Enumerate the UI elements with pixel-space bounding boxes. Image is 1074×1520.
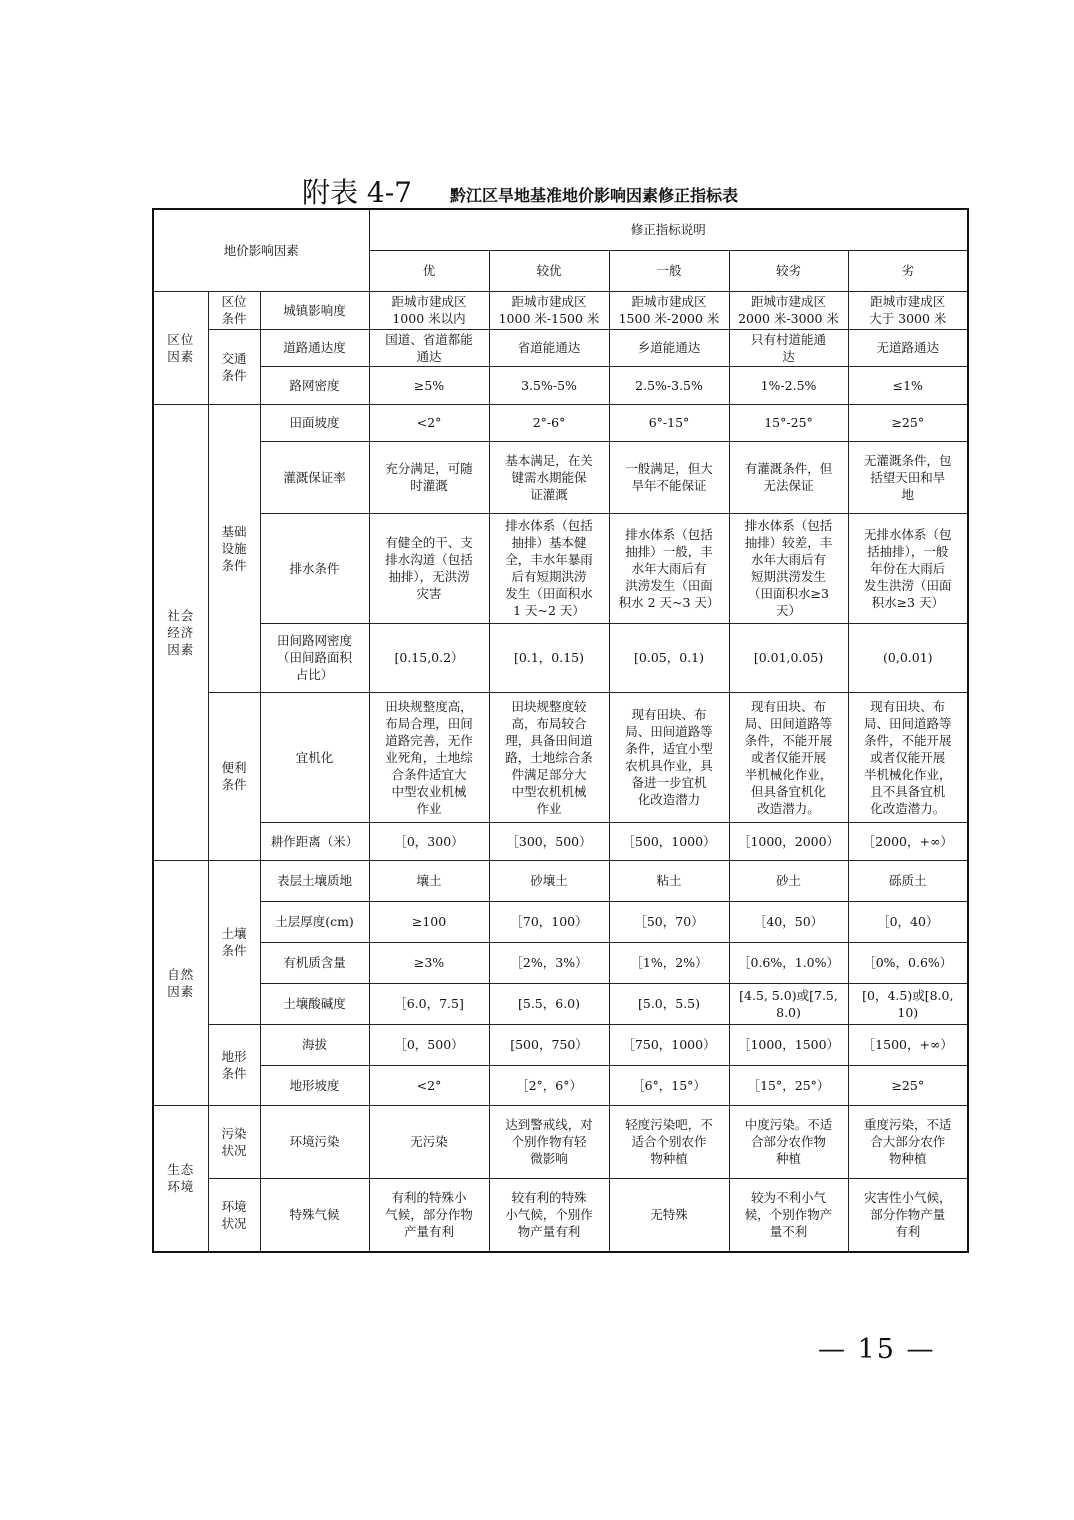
table-row xyxy=(153,329,968,366)
table-cell: ［1500，+∞） xyxy=(848,1024,968,1065)
factor-name: 海拔 xyxy=(260,1024,369,1065)
table-row xyxy=(153,860,968,901)
table-cell: 只有村道能通 达 xyxy=(729,329,848,366)
table-cell: 无特殊 xyxy=(609,1178,729,1252)
table-cell: 无污染 xyxy=(369,1105,489,1178)
table-cell: 距城市建成区 大于 3000 米 xyxy=(848,291,968,329)
subcategory-terrain: 地形 条件 xyxy=(208,1024,260,1105)
factor-name: 土壤酸碱度 xyxy=(260,983,369,1024)
table-cell: 灾害性小气候， 部分作物产量 有利 xyxy=(848,1178,968,1252)
table-cell: 15°-25° xyxy=(729,404,848,441)
table-row xyxy=(153,1105,968,1178)
category-location: 区位 因素 xyxy=(153,291,208,404)
grade-label: 优 xyxy=(369,250,489,291)
factor-name: 地形坡度 xyxy=(260,1065,369,1105)
table-cell: ［2°，6°） xyxy=(489,1065,609,1105)
table-cell: 充分满足，可随 时灌溉 xyxy=(369,441,489,513)
table-cell: [5.5，6.0) xyxy=(489,983,609,1024)
table-title xyxy=(302,176,822,210)
category-natural: 自然 因素 xyxy=(153,860,208,1105)
table-cell: 较有利的特殊 小气候，个别作 物产量有利 xyxy=(489,1178,609,1252)
table-cell: 1%-2.5% xyxy=(729,366,848,404)
subcategory-traffic: 交通 条件 xyxy=(208,329,260,404)
factor-name: 土层厚度(cm) xyxy=(260,901,369,942)
factor-name: 田面坡度 xyxy=(260,404,369,441)
table-cell: 一般满足，但大 旱年不能保证 xyxy=(609,441,729,513)
factor-name: 环境污染 xyxy=(260,1105,369,1178)
table-cell: <2° xyxy=(369,404,489,441)
factor-name: 排水条件 xyxy=(260,513,369,623)
table-cell: 距城市建成区 1000 米以内 xyxy=(369,291,489,329)
title-sub: 黔江区旱地基准地价影响因素修正指标表 xyxy=(450,186,739,205)
table-cell: 田块规整度高， 布局合理，田间 道路完善，无作 业死角，土地综 合条件适宜大 中型农业机械 作业 xyxy=(369,692,489,822)
table-cell: ≥25° xyxy=(848,1065,968,1105)
subcategory-convenience: 便利 条件 xyxy=(208,692,260,860)
table-row xyxy=(153,366,968,404)
grade-label: 较优 xyxy=(489,250,609,291)
table-cell: 有利的特殊小 气候，部分作物 产量有利 xyxy=(369,1178,489,1252)
table-cell: ≥5% xyxy=(369,366,489,404)
table-cell: ［40，50） xyxy=(729,901,848,942)
factor-name: 道路通达度 xyxy=(260,329,369,366)
table-cell: 排水体系（包括 抽排）一般，丰 水年大雨后有 洪涝发生（田面 积水 2 天~3 天） xyxy=(609,513,729,623)
table-cell: ≥100 xyxy=(369,901,489,942)
table-cell: 距城市建成区 1000 米-1500 米 xyxy=(489,291,609,329)
table-cell: 排水体系（包括 抽排）较差，丰 水年大雨后有 短期洪涝发生 （田面积水≥3 天） xyxy=(729,513,848,623)
table-cell: 2°-6° xyxy=(489,404,609,441)
table-cell: 6°-15° xyxy=(609,404,729,441)
table-cell: 砾质土 xyxy=(848,860,968,901)
factor-name: 城镇影响度 xyxy=(260,291,369,329)
table-cell: 砂土 xyxy=(729,860,848,901)
table-cell: 排水体系（包括 抽排）基本健 全，丰水年暴雨 后有短期洪涝 发生（田面积水 1 天~2 天） xyxy=(489,513,609,623)
table-cell: 无排水体系（包 括抽排），一般 年份在大雨后 发生洪涝（田面 积水≥3 天） xyxy=(848,513,968,623)
table-cell: ≥25° xyxy=(848,404,968,441)
table-cell: [0.05，0.1) xyxy=(609,623,729,692)
table-cell: ≤1% xyxy=(848,366,968,404)
factor-table xyxy=(152,208,969,1253)
table-cell: 3.5%-5% xyxy=(489,366,609,404)
table-cell: 粘土 xyxy=(609,860,729,901)
table-cell: 距城市建成区 2000 米-3000 米 xyxy=(729,291,848,329)
table-cell: 2.5%-3.5% xyxy=(609,366,729,404)
table-row xyxy=(153,822,968,860)
table-cell: 距城市建成区 1500 米-2000 米 xyxy=(609,291,729,329)
table-cell: 国道、省道都能 通达 xyxy=(369,329,489,366)
table-cell: 现有田块、布 局、田间道路等 条件，不能开展 或者仅能开展 半机械化作业， 但具备宜机化 改造潜力。 xyxy=(729,692,848,822)
table-row xyxy=(153,513,968,623)
factor-name: 灌溉保证率 xyxy=(260,441,369,513)
table-cell: 现有田块、布 局、田间道路等 条件，适宜小型 农机具作业，具 备进一步宜机 化改造潜力 xyxy=(609,692,729,822)
factor-name: 特殊气候 xyxy=(260,1178,369,1252)
table-cell: 省道能通达 xyxy=(489,329,609,366)
subcategory-pollution: 污染 状况 xyxy=(208,1105,260,1178)
table-cell: [4.5, 5.0)或[7.5, 8.0) xyxy=(729,983,848,1024)
table-cell: [0.1，0.15) xyxy=(489,623,609,692)
table-cell: ［0.6%，1.0%） xyxy=(729,942,848,983)
table-row xyxy=(153,692,968,822)
table-row xyxy=(153,1065,968,1105)
subcategory-location: 区位 条件 xyxy=(208,291,260,329)
table-cell: ≥3% xyxy=(369,942,489,983)
table-row xyxy=(153,404,968,441)
factor-name: 耕作距离（米） xyxy=(260,822,369,860)
table-cell: <2° xyxy=(369,1065,489,1105)
table-cell: 中度污染。不适 合部分农作物 种植 xyxy=(729,1105,848,1178)
table-cell: ［2%，3%） xyxy=(489,942,609,983)
table-cell: 乡道能通达 xyxy=(609,329,729,366)
table-cell: ［0，40） xyxy=(848,901,968,942)
header-description: 修正指标说明 xyxy=(369,209,968,250)
grade-label: 一般 xyxy=(609,250,729,291)
table-cell: ［1000，1500） xyxy=(729,1024,848,1065)
table-cell: ［500，1000） xyxy=(609,822,729,860)
table-row xyxy=(153,1024,968,1065)
category-ecology: 生态 环境 xyxy=(153,1105,208,1252)
table-cell: 砂壤土 xyxy=(489,860,609,901)
table-row xyxy=(153,901,968,942)
table-cell: 现有田块、布 局、田间道路等 条件，不能开展 或者仅能开展 半机械化作业， 且不具备宜机 化改造潜力。 xyxy=(848,692,968,822)
category-socio-economic: 社会 经济 因素 xyxy=(153,404,208,860)
table-cell: ［2000，+∞） xyxy=(848,822,968,860)
table-cell: 无灌溉条件，包 括望天田和旱 地 xyxy=(848,441,968,513)
table-cell: 田块规整度较 高，布局较合 理，具备田间道 路，土地综合条 件满足部分大 中型农机机械 作业 xyxy=(489,692,609,822)
table-cell: ［750，1000） xyxy=(609,1024,729,1065)
table-row xyxy=(153,623,968,692)
table-cell: 轻度污染吧，不 适合个别农作 物种植 xyxy=(609,1105,729,1178)
title-main: 附表 4-7 xyxy=(302,176,412,209)
factor-name: 田间路网密度 （田间路面积 占比） xyxy=(260,623,369,692)
subcategory-soil: 土壤 条件 xyxy=(208,860,260,1024)
header-factor: 地价影响因素 xyxy=(153,209,369,291)
table-cell: ［1000，2000） xyxy=(729,822,848,860)
table-cell: 有灌溉条件，但 无法保证 xyxy=(729,441,848,513)
table-row xyxy=(153,983,968,1024)
table-cell: ［6°，15°） xyxy=(609,1065,729,1105)
table-cell: ［6.0，7.5] xyxy=(369,983,489,1024)
table-cell: ［70，100） xyxy=(489,901,609,942)
subcategory-environment: 环境 状况 xyxy=(208,1178,260,1252)
page-number: — 15 — xyxy=(818,1334,936,1365)
factor-name: 路网密度 xyxy=(260,366,369,404)
table-cell: ［300，500） xyxy=(489,822,609,860)
table-row xyxy=(153,942,968,983)
table-cell: 有健全的干、支 排水沟道（包括 抽排），无洪涝 灾害 xyxy=(369,513,489,623)
table-cell: 重度污染，不适 合大部分农作 物种植 xyxy=(848,1105,968,1178)
table-cell: ［50，70） xyxy=(609,901,729,942)
factor-name: 有机质含量 xyxy=(260,942,369,983)
table-cell: [0.15,0.2） xyxy=(369,623,489,692)
table-cell: ［15°，25°） xyxy=(729,1065,848,1105)
table-cell: 壤土 xyxy=(369,860,489,901)
table-cell: [500，750） xyxy=(489,1024,609,1065)
factor-name: 宜机化 xyxy=(260,692,369,822)
table-cell: 无道路通达 xyxy=(848,329,968,366)
table-row xyxy=(153,1178,968,1252)
grade-label: 劣 xyxy=(848,250,968,291)
table-cell: [5.0，5.5) xyxy=(609,983,729,1024)
table-cell: ［0，500） xyxy=(369,1024,489,1065)
table-row xyxy=(153,441,968,513)
table-cell: ［0%，0.6%） xyxy=(848,942,968,983)
table-cell: 基本满足，在关 键需水期能保 证灌溉 xyxy=(489,441,609,513)
grade-label: 较劣 xyxy=(729,250,848,291)
table-cell: ［0，300） xyxy=(369,822,489,860)
table-cell: [0，4.5)或[8.0, 10) xyxy=(848,983,968,1024)
table-cell: (0,0.01) xyxy=(848,623,968,692)
subcategory-infrastructure: 基础 设施 条件 xyxy=(208,404,260,692)
table-cell: 达到警戒线，对 个别作物有轻 微影响 xyxy=(489,1105,609,1178)
factor-name: 表层土壤质地 xyxy=(260,860,369,901)
table-cell: [0.01,0.05) xyxy=(729,623,848,692)
table-cell: ［1%，2%） xyxy=(609,942,729,983)
table-row xyxy=(153,291,968,329)
table-cell: 较为不利小气 候，个别作物产 量不利 xyxy=(729,1178,848,1252)
